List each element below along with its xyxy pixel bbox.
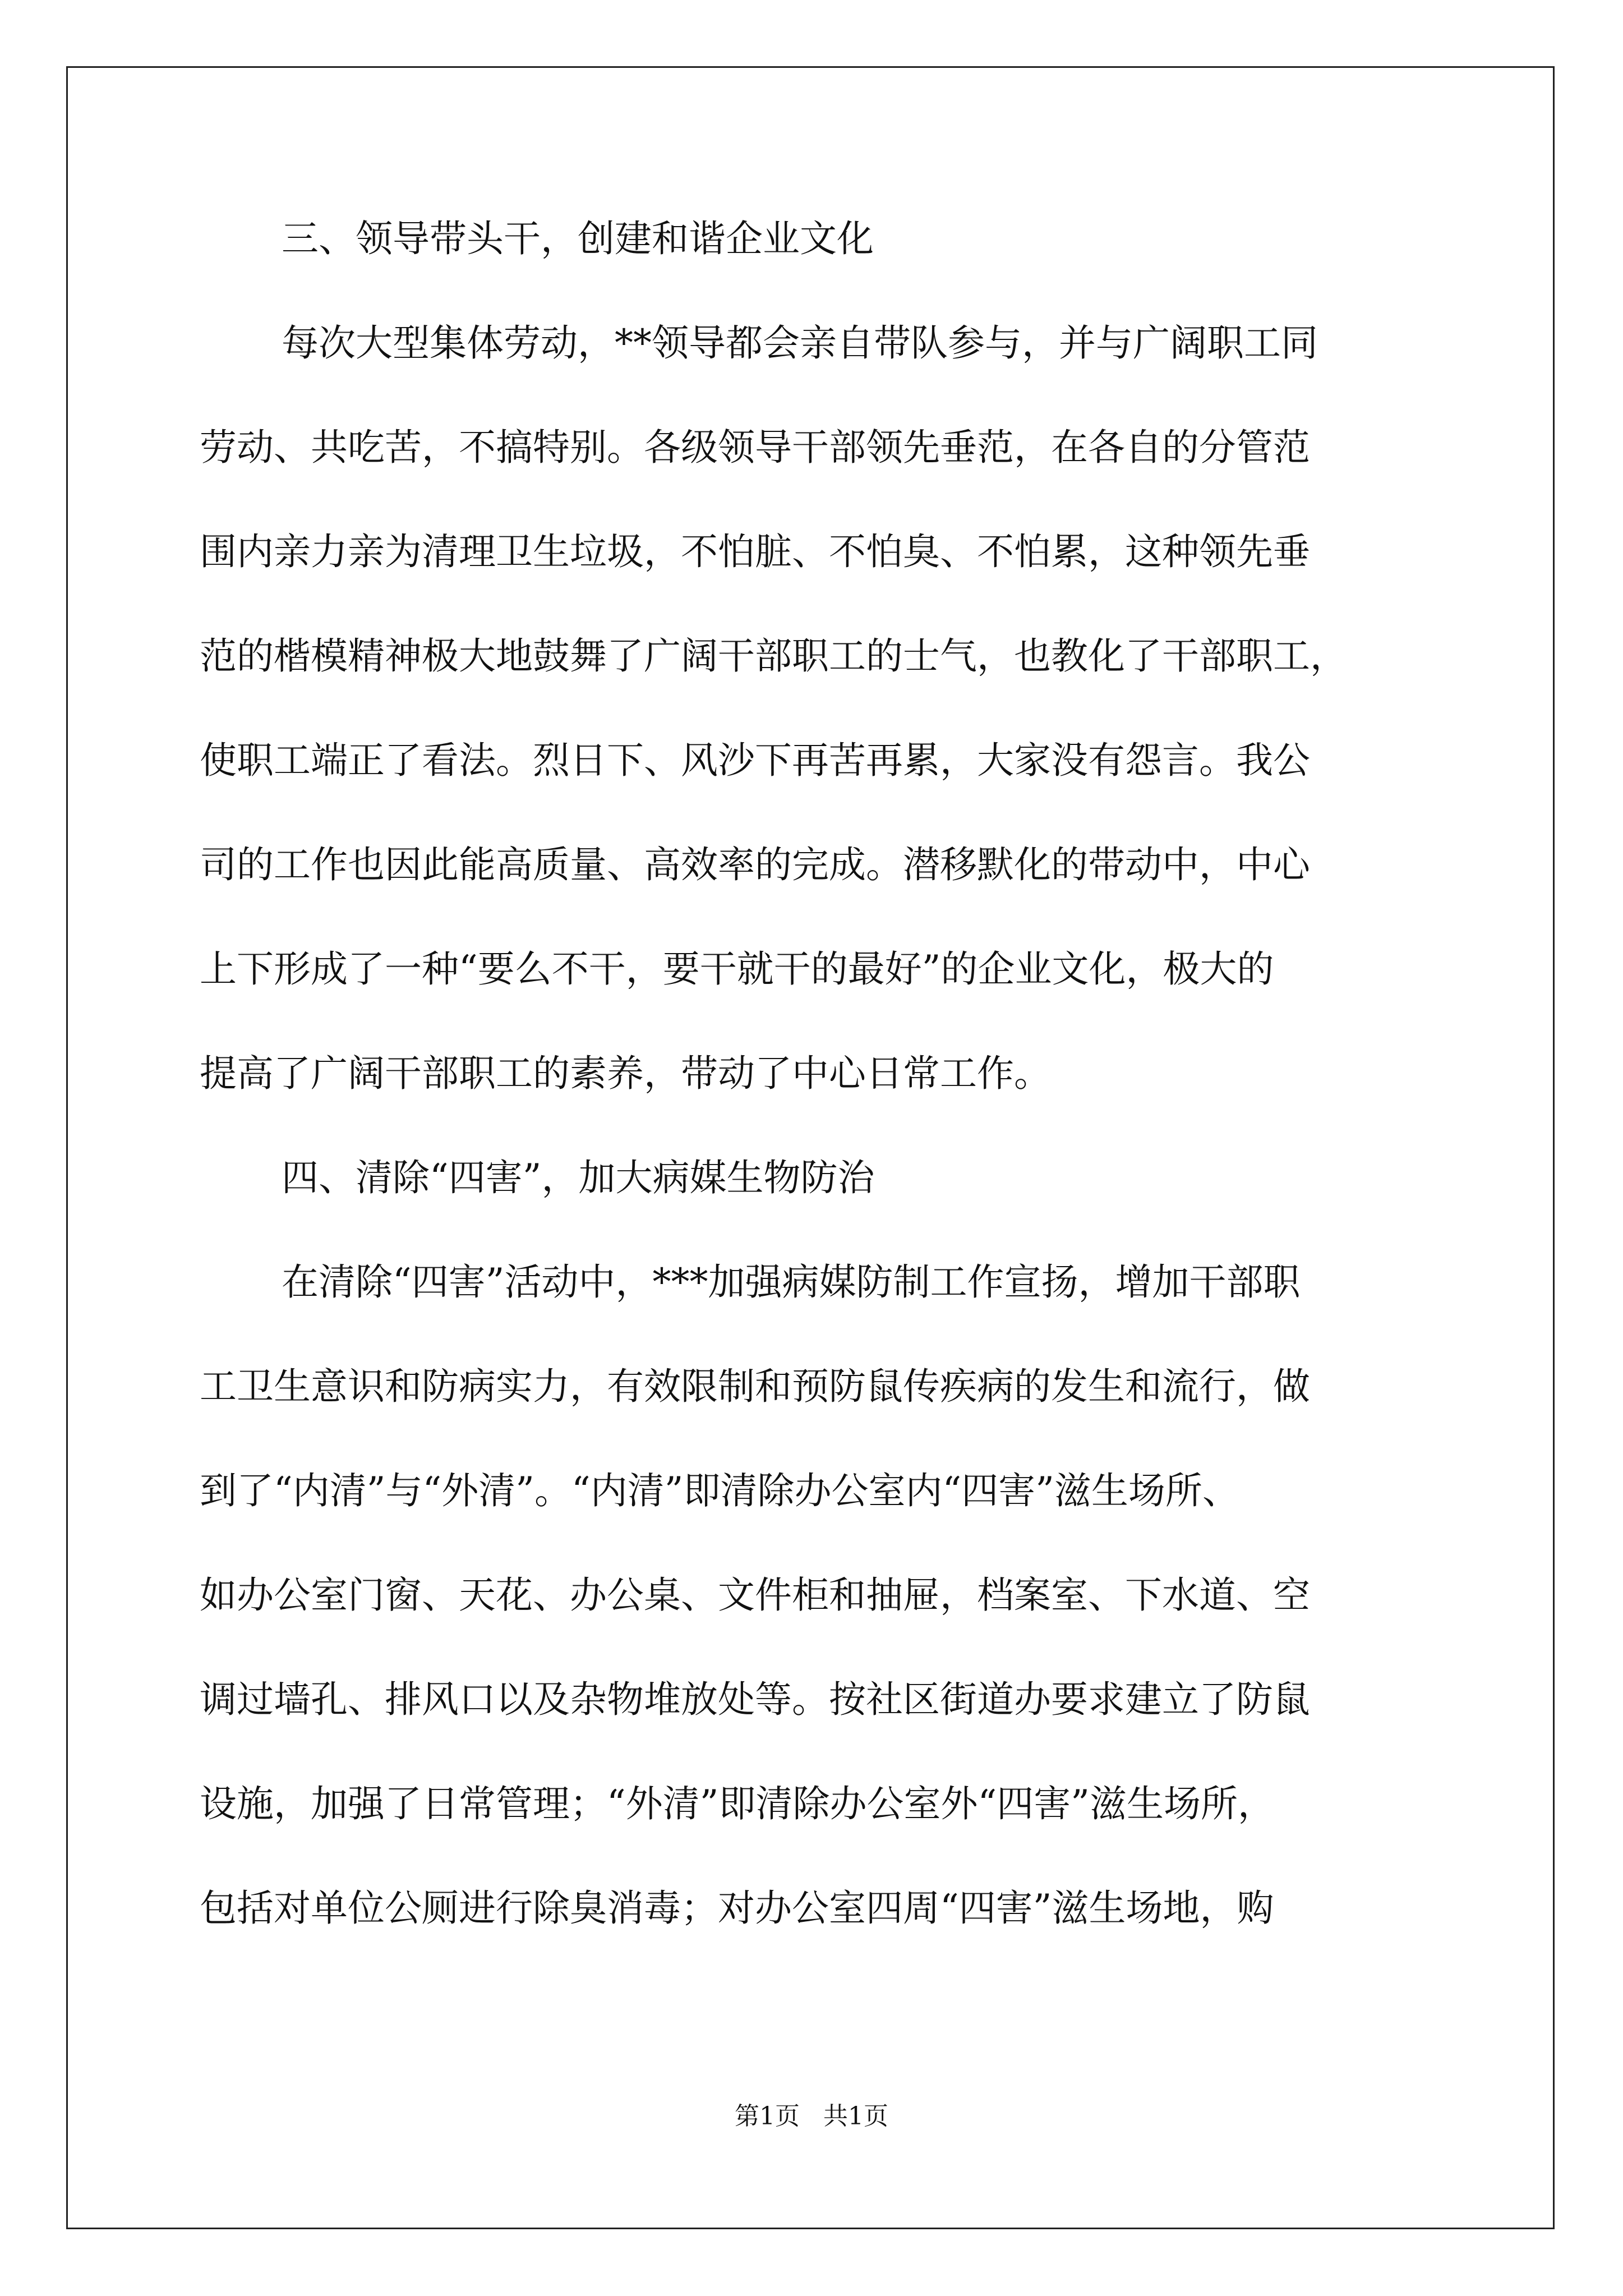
section-4-heading: 四、清除“四害”，加大病媒生物防治 [282,1156,875,1199]
section-4-line-2: 工卫生意识和防病实力，有效限制和预防鼠传疾病的发生和流行，做 [200,1365,1310,1408]
section-3-line-8: 提高了广阔干部职工的素养，带动了中心日常工作。 [200,1052,1051,1095]
section-4-line-7: 包括对单位公厕进行除臭消毒；对办公室四周“四害”滋生场地，购 [200,1887,1274,1930]
document-body [200,215,1428,1989]
section-3-line-4: 范的楷模精神极大地鼓舞了广阔干部职工的士气，也教化了干部职工， [200,634,1347,678]
section-4-line-3: 到了“内清”与“外清”。“内清”即清除办公室内“四害”滋生场所、 [200,1469,1239,1512]
section-3-line-1: 每次大型集体劳动，**领导都会亲自带队参与，并与广阔职工同 [282,321,1318,365]
section-4-line-6: 设施，加强了日常管理；“外清”即清除办公室外“四害”滋生场所， [200,1782,1275,1825]
section-3-line-2: 劳动、共吃苦，不搞特别。各级领导干部领先垂范，在各自的分管范 [200,426,1310,469]
page-number-footer: 第1页 共1页 [735,2102,888,2131]
section-4-line-5: 调过墙孔、排风口以及杂物堆放处等。按社区街道办要求建立了防鼠 [200,1678,1310,1721]
section-4-line-4: 如办公室门窗、天花、办公桌、文件柜和抽屉，档案室、下水道、空 [200,1573,1310,1617]
section-3-heading: 三、领导带头干，创建和谐企业文化 [282,217,874,260]
section-3-line-5: 使职工端正了看法。烈日下、风沙下再苦再累，大家没有怨言。我公 [200,739,1310,782]
section-3-line-6: 司的工作也因此能高质量、高效率的完成。潜移默化的带动中，中心 [200,843,1310,886]
section-4-line-1: 在清除“四害”活动中，***加强病媒防制工作宣扬，增加干部职 [282,1260,1301,1304]
section-3-line-7: 上下形成了一种“要么不干，要干就干的最好”的企业文化，极大的 [200,947,1274,991]
section-3-line-3: 围内亲力亲为清理卫生垃圾，不怕脏、不怕臭、不怕累，这种领先垂 [200,530,1310,573]
